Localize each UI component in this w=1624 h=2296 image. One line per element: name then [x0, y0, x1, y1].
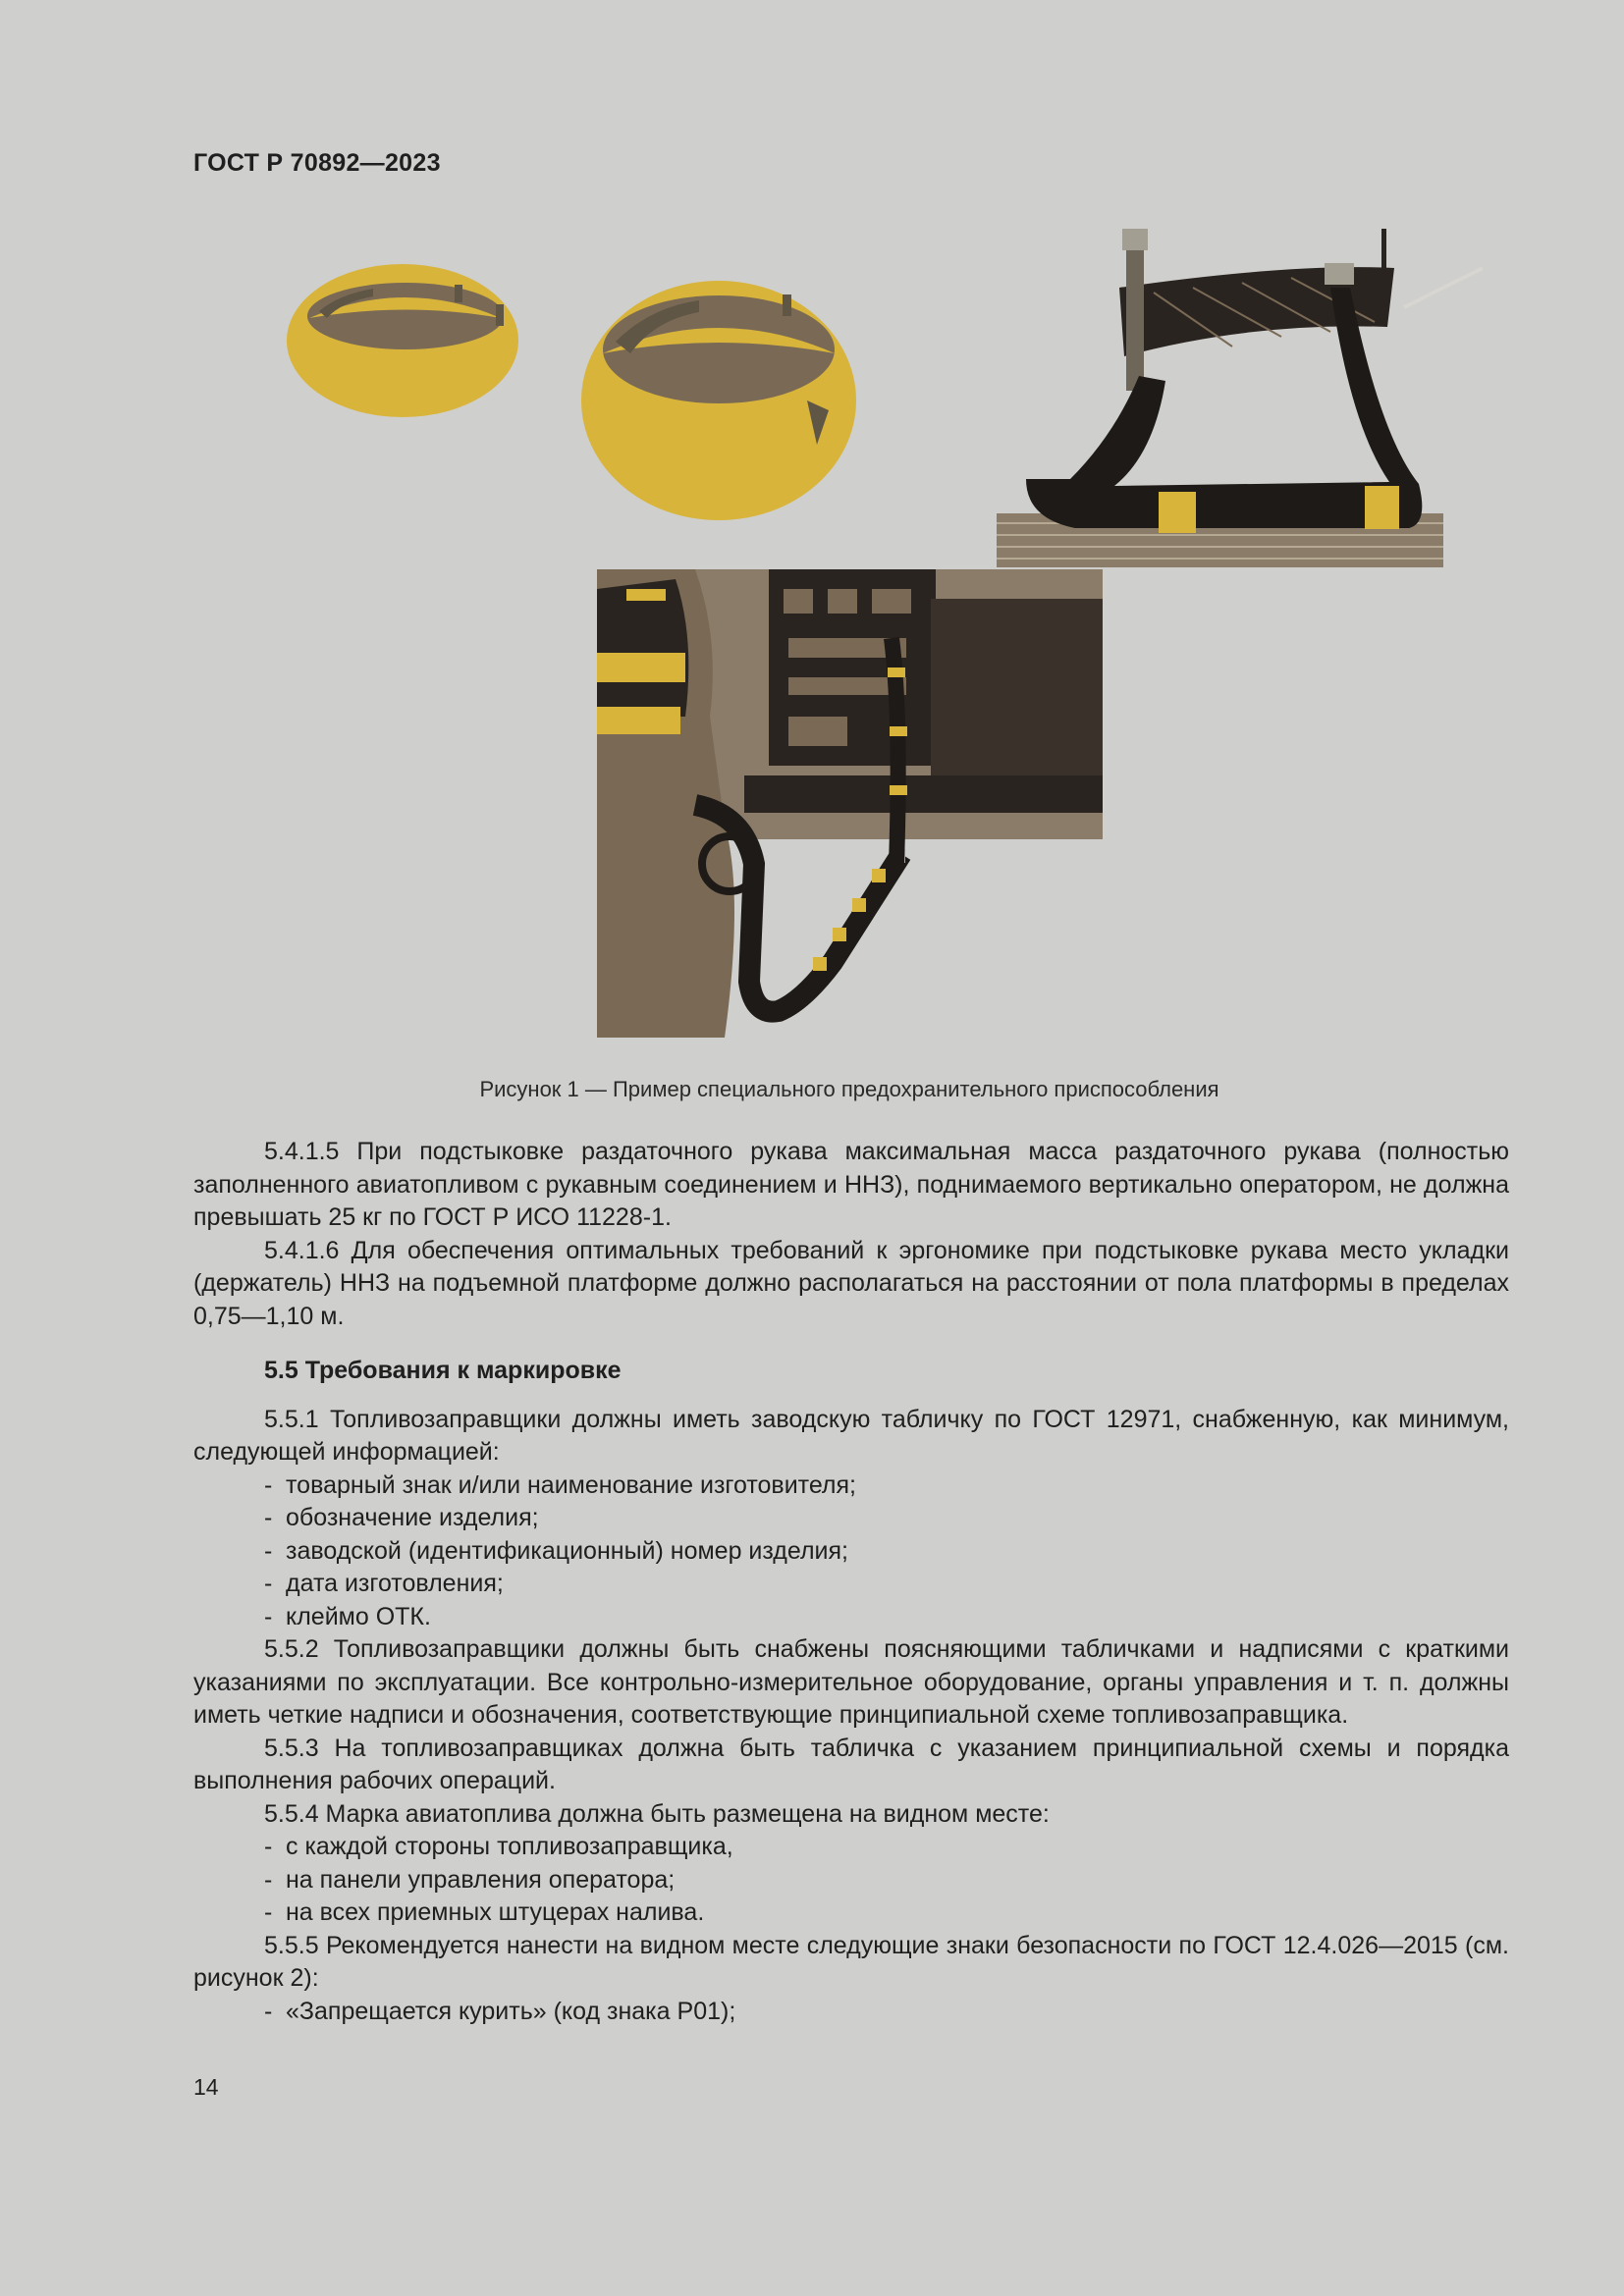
hose-on-platform-image: [997, 229, 1483, 567]
yellow-ring-right-image: [571, 263, 866, 523]
list-item: - клеймо ОТК.: [264, 1602, 431, 1630]
figure-caption: Рисунок 1 — Пример специального предохранительного приспособления: [479, 1077, 1219, 1101]
paragraph-5-5-2: 5.5.2 Топливозаправщики должны быть снабжены поясняющими табличками и надписями с краткими указаниями по эксплуатации. Все контрольно-измерительное оборудование, органы управления и т. п. должны иметь четкие надписи и обозначения, соответствующие принципиальной схеме топливозаправщика.: [193, 1635, 1509, 1729]
document-code-header: ГОСТ Р 70892—2023: [193, 149, 441, 177]
list-item: - с каждой стороны топливозаправщика,: [264, 1833, 733, 1860]
yellow-ring-left-image: [280, 257, 535, 419]
figure-1: [0, 0, 1624, 1101]
page-number: 14: [193, 2074, 219, 2100]
paragraph-5-5-3: 5.5.3 На топливозаправщиках должна быть табличка с указанием принципиальной схемы и порядка выполнения рабочих операций.: [193, 1734, 1509, 1794]
list-item: - «Запрещается курить» (код знака Р01);: [264, 1997, 736, 2025]
paragraph-5-4-1-5: 5.4.1.5 При подстыковке раздаточного рукава максимальная масса раздаточного рукава (полностью заполненного авиатопливом с рукавным соединением и ННЗ), поднимаемого вертикально оператором, не должна превышать 25 кг по ГОСТ Р ИСО 11228-1.: [193, 1138, 1509, 1231]
paragraph-5-5-5: 5.5.5 Рекомендуется нанести на видном месте следующие знаки безопасности по ГОСТ 12.4.026—2015 (см. рисунок 2):: [193, 1931, 1509, 1992]
list-item: - на всех приемных штуцерах налива.: [264, 1898, 705, 1926]
paragraph-5-5-4: 5.5.4 Марка авиатоплива должна быть размещена на видном месте:: [264, 1799, 1050, 1828]
list-item: - товарный знак и/или наименование изготовителя;: [264, 1470, 856, 1499]
paragraph-5-4-1-6: 5.4.1.6 Для обеспечения оптимальных требований к эргономике при подстыковке рукава место укладки (держатель) ННЗ на подъемной платформе должно располагаться на расстоянии от пола платформы в пределах 0,75—1,10 м.: [193, 1236, 1509, 1330]
list-item: - дата изготовления;: [264, 1570, 504, 1597]
operator-with-hose-image: [597, 569, 1103, 1038]
list-item: - заводской (идентификационный) номер изделия;: [264, 1536, 848, 1565]
list-item: - обозначение изделия;: [264, 1504, 539, 1531]
list-item: - на панели управления оператора;: [264, 1865, 676, 1894]
paragraph-5-5-1: 5.5.1 Топливозаправщики должны иметь заводскую табличку по ГОСТ 12971, снабженную, как минимум, следующей информацией:: [193, 1405, 1509, 1466]
document-body: [193, 1136, 1509, 2028]
section-heading-5-5: 5.5 Требования к маркировке: [264, 1357, 622, 1384]
